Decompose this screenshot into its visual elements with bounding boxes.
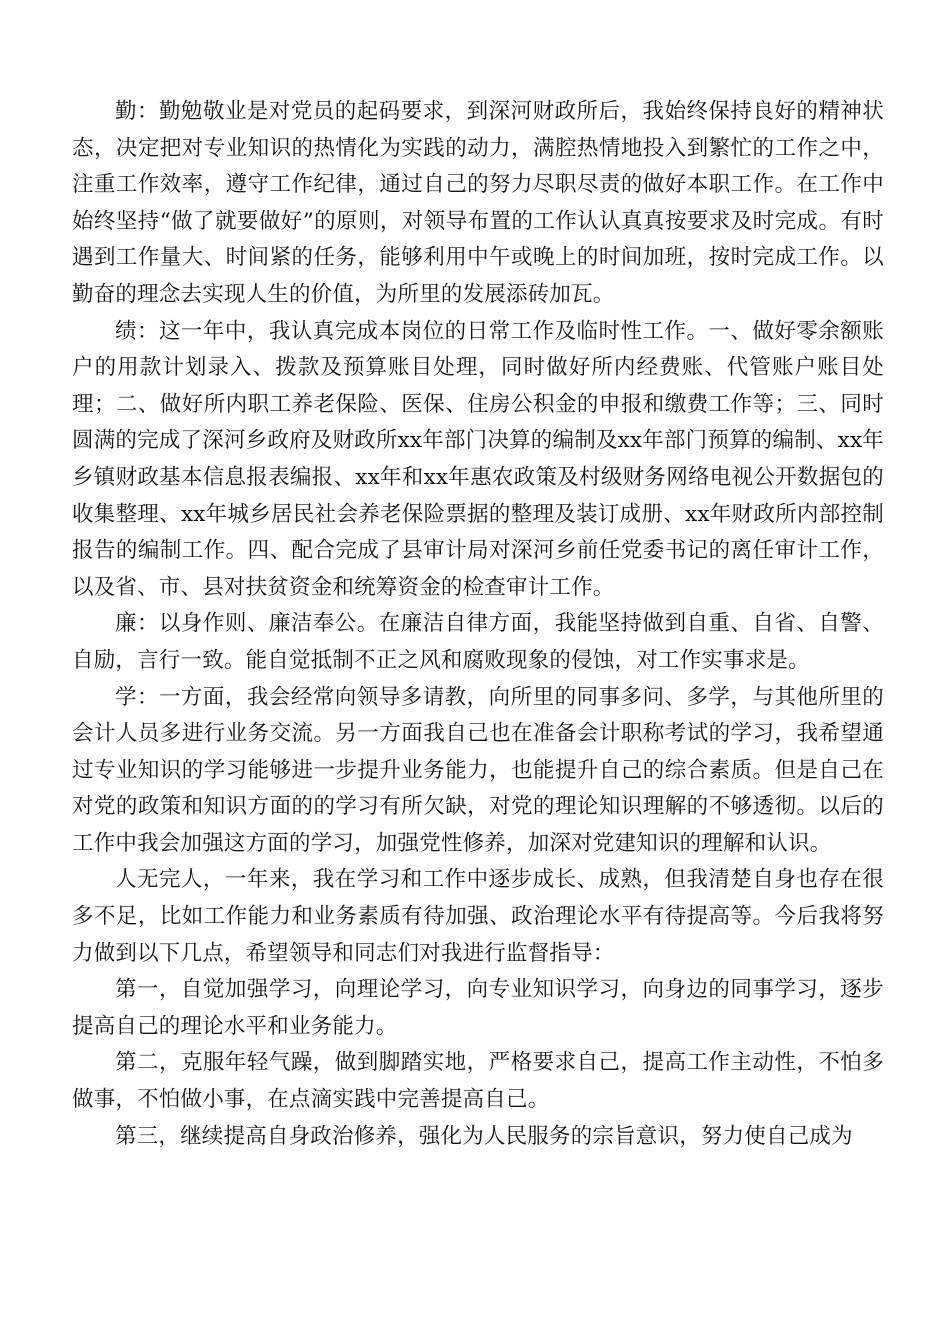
paragraph-point-one: 第一，自觉加强学习，向理论学习，向专业知识学习，向身边的同事学习，逐步提高自己的理论水平和业务能力。 (72, 977, 884, 1039)
paragraph-point-three: 第三，继续提高自身政治修养，强化为人民服务的宗旨意识，努力使自己成为 (115, 1123, 853, 1149)
paragraph-self-assessment: 人无完人，一年来，我在学习和工作中逐步成长、成熟，但我清楚自身也存在很多不足，比如工作能力和业务素质有待加强、政治理论水平有待提高等。今后我将努力做到以下几点，希望领导和同志们对我进行监督指导： (72, 867, 884, 966)
paragraph-diligence: 勤：勤勉敬业是对党员的起码要求，到深河财政所后，我始终保持良好的精神状态，决定把对专业知识的热情化为实践的动力，满腔热情地投入到繁忙的工作之中，注重工作效率，遵守工作纪律，通过自己的努力尽职尽责的做好本职工作。在工作中始终坚持“做了就要做好”的原则，对领导布置的工作认认真真按要求及时完成。有时遇到工作量大、时间紧的任务，能够利用中午或晚上的时间加班，按时完成工作。以勤奋的理念去实现人生的价值，为所里的发展添砖加瓦。 (72, 99, 884, 307)
document-body (72, 94, 884, 1155)
paragraph-integrity: 廉：以身作则、廉洁奉公。在廉洁自律方面，我能坚持做到自重、自省、自警、自励，言行一致。能自觉抵制不正之风和腐败现象的侵蚀，对工作实事求是。 (72, 611, 884, 673)
paragraph-learning: 学：一方面，我会经常向领导多请教，向所里的同事多问、多学，与其他所里的会计人员多进行业务交流。另一方面我自己也在准备会计职称考试的学习，我希望通过专业知识的学习能够进一步提升业务能力，也能提升自己的综合素质。但是自己在对党的政策和知识方面的的学习有所欠缺，对党的理论知识理解的不够透彻。以后的工作中我会加强这方面的学习，加强党性修养，加深对党建知识的理解和认识。 (72, 684, 884, 856)
paragraph-point-two: 第二，克服年轻气躁，做到脚踏实地，严格要求自己，提高工作主动性，不怕多做事，不怕做小事，在点滴实践中完善提高自己。 (72, 1050, 884, 1113)
paragraph-performance: 绩：这一年中，我认真完成本岗位的日常工作及临时性工作。一、做好零余额账户的用款计划录入、拨款及预算账目处理，同时做好所内经费账、代管账户账目处理；二、做好所内职工养老保险、医保、住房公积金的申报和缴费工作等；三、同时圆满的完成了深河乡政府及财政所xx年部门决算的编制及xx年部门预算的编制、xx年乡镇财政基本信息报表编报、xx年和xx年惠农政策及村级财务网络电视公开数据包的收集整理、xx年城乡居民社会养老保险票据的整理及装订成册、xx年财政所内部控制报告的编制工作。四、配合完成了县审计局对深河乡前任党委书记的离任审计工作，以及省、市、县对扶贫资金和统筹资金的检查审计工作。 (72, 318, 884, 600)
